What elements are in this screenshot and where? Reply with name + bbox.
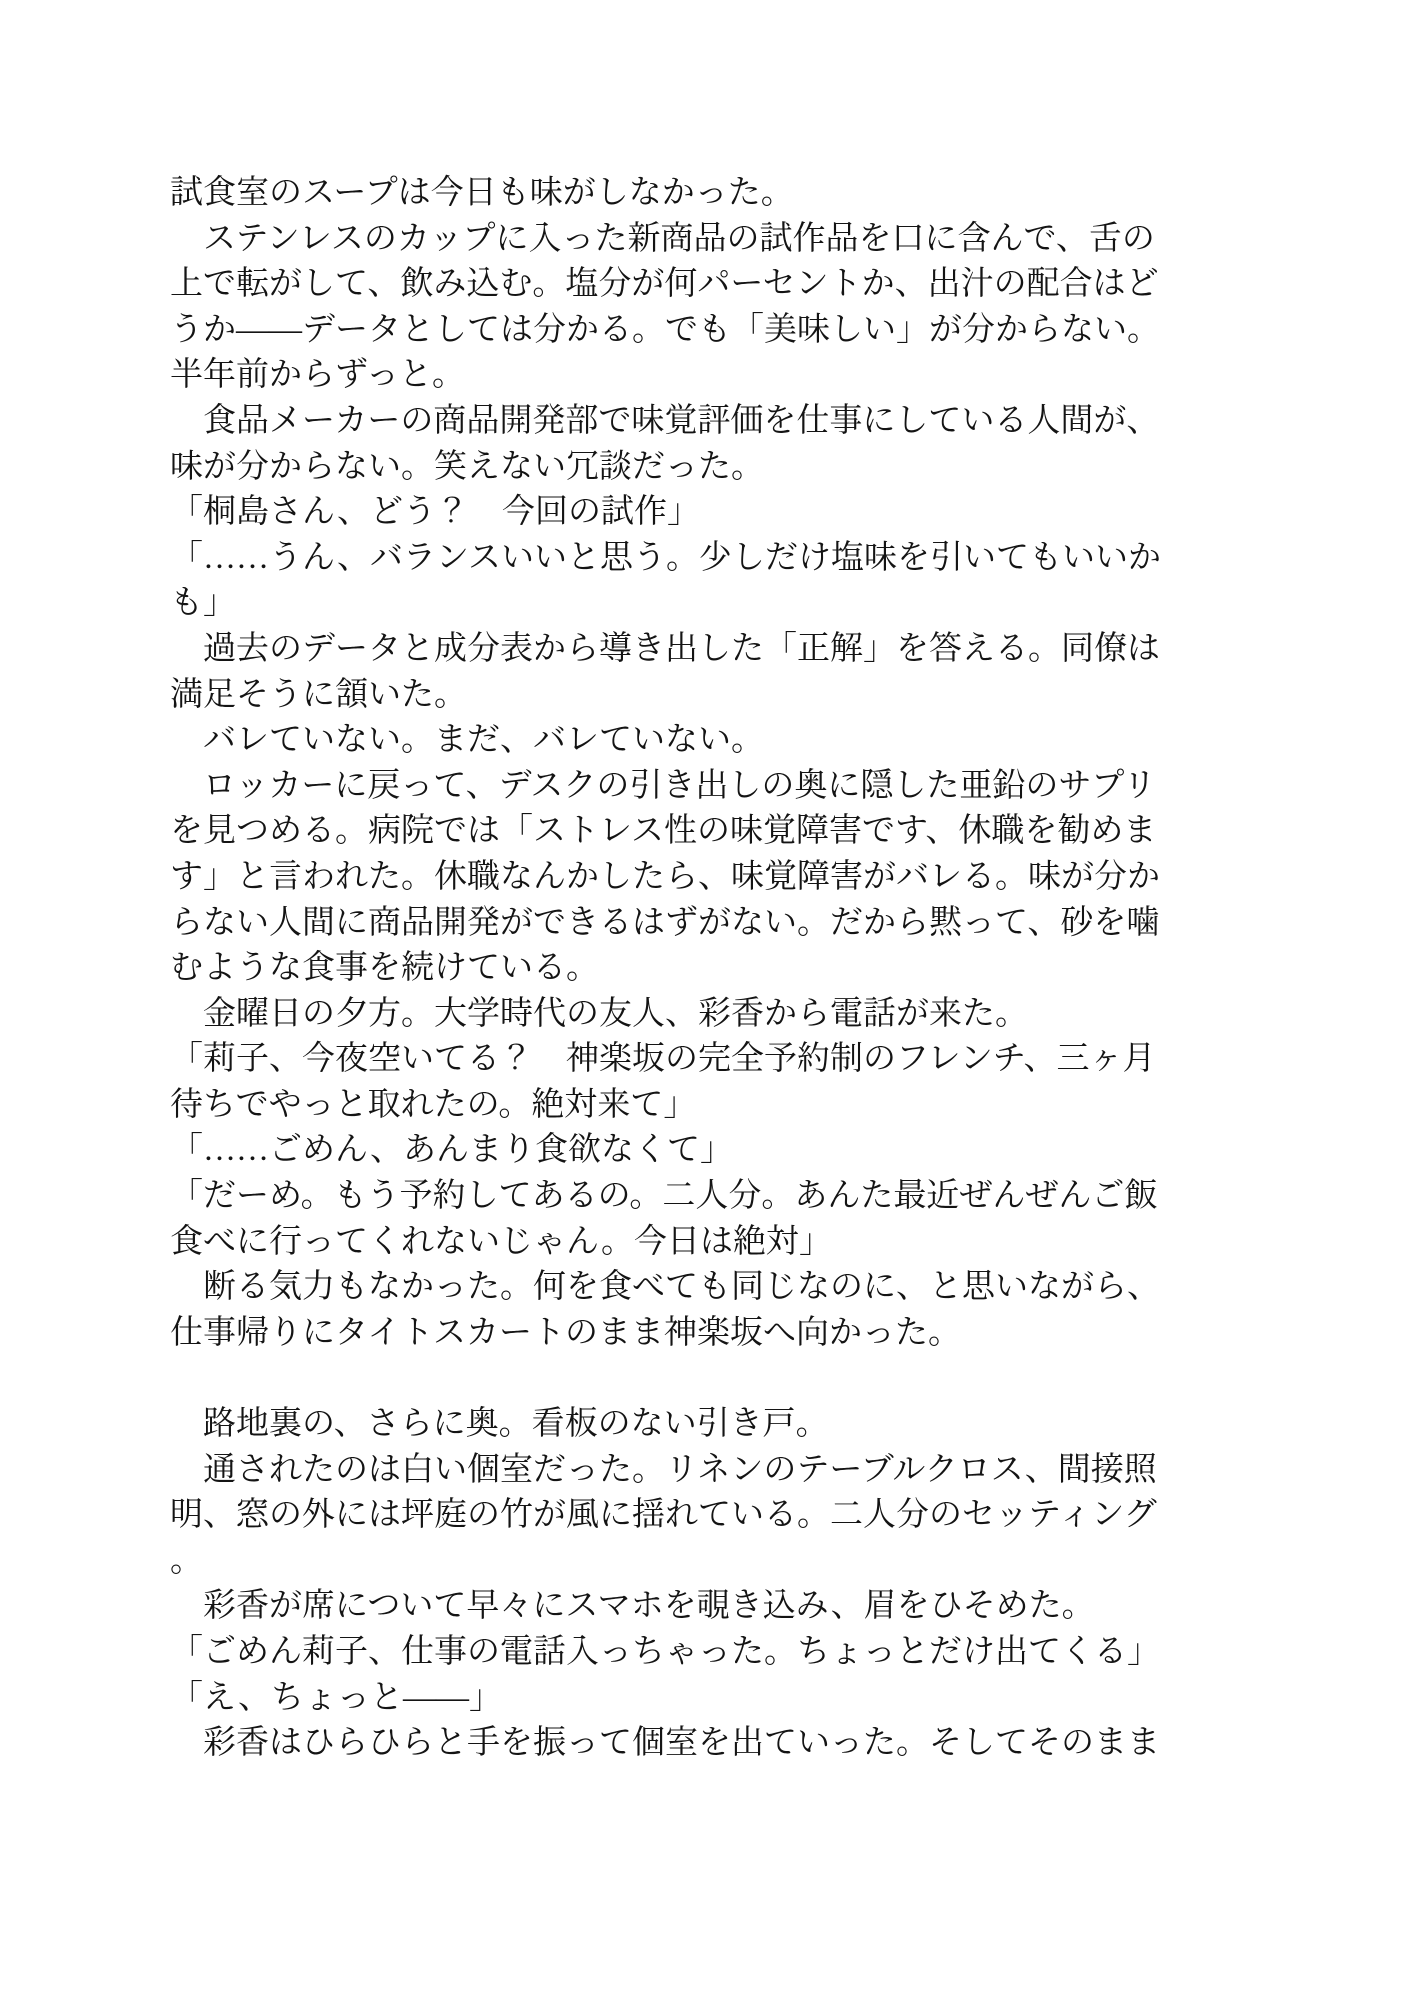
text-line: 仕事帰りにタイトスカートのまま神楽坂へ向かった。 [170, 1314, 962, 1351]
text-line: 味が分からない。笑えない冗談だった。 [170, 448, 764, 485]
text-line: 彩香が席について早々にスマホを覗き込み、眉をひそめた。 [170, 1588, 1095, 1625]
text-line: 半年前からずっと。 [170, 357, 466, 394]
text-line: うか——データとしては分かる。でも「美味しい」が分からない。 [170, 311, 1160, 348]
text-line: 通されたのは白い個室だった。リネンのテーブルクロス、間接照 [170, 1451, 1157, 1488]
text-line: 金曜日の夕方。大学時代の友人、彩香から電話が来た。 [170, 995, 1028, 1032]
text-line: 食品メーカーの商品開発部で味覚評価を仕事にしている人間が、 [170, 402, 1160, 439]
text-line: ステンレスのカップに入った新商品の試作品を口に含んで、舌の [170, 220, 1155, 257]
text-line: 「ごめん莉子、仕事の電話入っちゃった。ちょっとだけ出てくる」 [170, 1634, 1160, 1670]
page-text [170, 171, 1180, 1767]
text-line: 過去のデータと成分表から導き出した「正解」を答える。同僚は [170, 630, 1160, 667]
text-line: むような食事を続けている。 [170, 950, 599, 987]
text-line: バレていない。まだ、バレていない。 [170, 722, 764, 759]
text-line: 彩香はひらひらと手を振って個室を出ていった。そしてそのまま [170, 1725, 1160, 1762]
text-line: 断る気力もなかった。何を食べても同じなのに、と思いながら、 [170, 1269, 1160, 1306]
text-line: も」 [170, 585, 236, 622]
text-line: 待ちでやっと取れたの。絶対来て」 [170, 1086, 697, 1123]
text-line: 「桐島さん、どう？ 今回の試作」 [170, 494, 700, 531]
text-line: 満足そうに頷いた。 [170, 676, 467, 713]
text-line: 。 [170, 1542, 203, 1579]
text-line: 「え、ちょっと——」 [170, 1679, 502, 1716]
text-line: ロッカーに戻って、デスクの引き出しの奥に隠した亜鉛のサプリ [170, 767, 1157, 804]
text-line [170, 1356, 1180, 1402]
text-line: 食べに行ってくれないじゃん。今日は絶対」 [170, 1223, 832, 1260]
text-line: 試食室のスープは今日も味がしなかった。 [170, 175, 794, 211]
text-line: らない人間に商品開発ができるはずがない。だから黙って、砂を噛 [170, 904, 1160, 941]
text-line: 「だーめ。もう予約してあるの。二人分。あんた最近ぜんぜんご飯 [170, 1178, 1158, 1215]
text-line: を見つめる。病院では「ストレス性の味覚障害です、休職を勧めま [170, 813, 1157, 850]
text-line: 路地裏の、さらに奥。看板のない引き戸。 [170, 1406, 829, 1443]
text-line: 「莉子、今夜空いてる？ 神楽坂の完全予約制のフレンチ、三ヶ月 [170, 1041, 1156, 1078]
text-line: 上で転がして、飲み込む。塩分が何パーセントか、出汁の配合はど [170, 266, 1159, 303]
text-line: す」と言われた。休職なんかしたら、味覚障害がバレる。味が分か [170, 858, 1160, 895]
text-line: 明、窓の外には坪庭の竹が風に揺れている。二人分のセッティング [170, 1497, 1157, 1534]
text-line: 「……うん、バランスいいと思う。少しだけ塩味を引いてもいいか [170, 539, 1161, 576]
text-line: 「……ごめん、あんまり食欲なくて」 [170, 1132, 733, 1169]
